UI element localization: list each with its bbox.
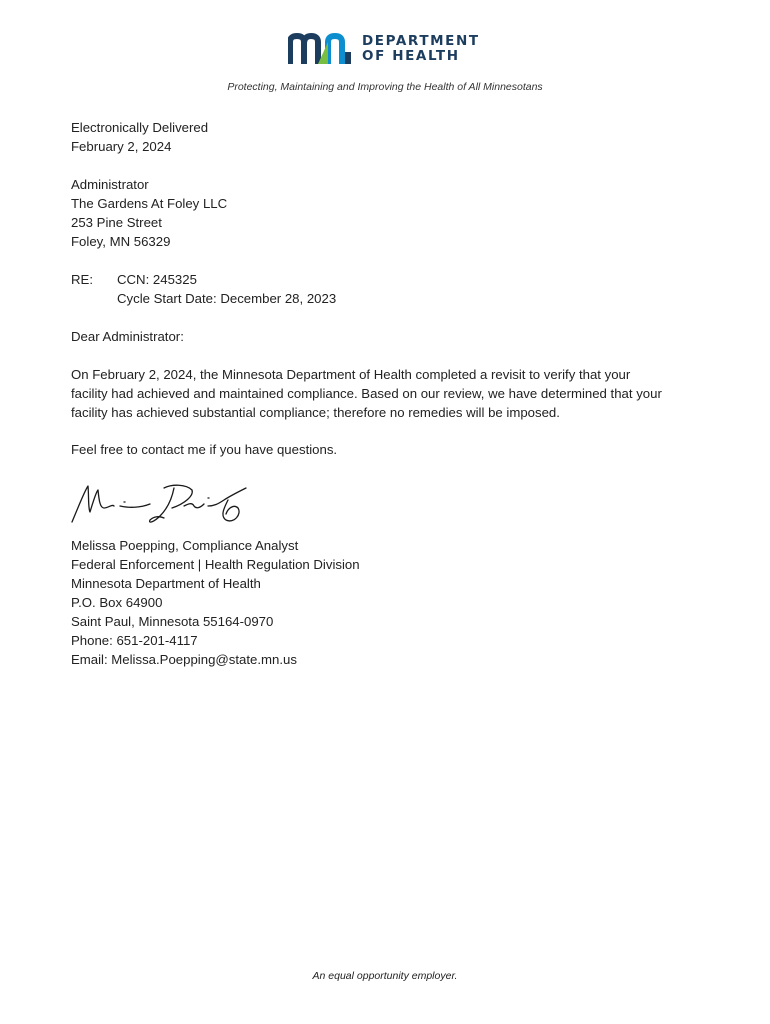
re-cycle-date: Cycle Start Date: December 28, 2023 bbox=[117, 291, 337, 306]
recipient-city: Foley, MN 56329 bbox=[71, 234, 171, 249]
sender-division: Federal Enforcement | Health Regulation Division bbox=[71, 557, 360, 572]
mn-logo-icon bbox=[288, 32, 358, 68]
re-ccn: CCN: 245325 bbox=[117, 272, 197, 287]
re-row-ccn bbox=[71, 270, 336, 289]
sender-city: Saint Paul, Minnesota 55164-0970 bbox=[71, 614, 274, 629]
footer-text: An equal opportunity employer. bbox=[312, 970, 458, 982]
re-row-cycle bbox=[71, 289, 336, 308]
body-paragraph-1 bbox=[71, 365, 662, 422]
sender-block bbox=[71, 536, 360, 669]
re-label: RE: bbox=[71, 272, 93, 287]
sender-department: Minnesota Department of Health bbox=[71, 576, 261, 591]
letter-date: February 2, 2024 bbox=[71, 139, 172, 154]
handwritten-signature bbox=[68, 478, 258, 534]
recipient-street: 253 Pine Street bbox=[71, 215, 162, 230]
body-line: facility has achieved substantial compliance; therefore no remedies will be imposed. bbox=[71, 405, 560, 420]
body-line: On February 2, 2024, the Minnesota Department of Health completed a revisit to verify that your bbox=[71, 367, 631, 382]
body-line: facility had achieved and maintained compliance. Based on our review, we have determined that your bbox=[71, 386, 662, 401]
recipient-facility: The Gardens At Foley LLC bbox=[71, 196, 228, 211]
logo-wordmark bbox=[362, 34, 480, 64]
recipient-address bbox=[71, 175, 227, 251]
logo-line-1: DEPARTMENT bbox=[362, 33, 480, 49]
mdh-logo bbox=[288, 32, 488, 68]
salutation: Dear Administrator: bbox=[71, 329, 184, 344]
delivery-method: Electronically Delivered bbox=[71, 120, 209, 135]
logo-line-2: OF HEALTH bbox=[362, 48, 460, 64]
sender-name: Melissa Poepping, Compliance Analyst bbox=[71, 538, 299, 553]
re-block bbox=[71, 270, 336, 308]
recipient-title: Administrator bbox=[71, 177, 149, 192]
tagline: Protecting, Maintaining and Improving the Health of All Minnesotans bbox=[227, 81, 543, 93]
sender-phone: Phone: 651-201-4117 bbox=[71, 633, 198, 648]
sender-po-box: P.O. Box 64900 bbox=[71, 595, 163, 610]
sender-email: Email: Melissa.Poepping@state.mn.us bbox=[71, 652, 297, 667]
delivery-block bbox=[71, 118, 208, 156]
body-paragraph-2: Feel free to contact me if you have questions. bbox=[71, 442, 338, 457]
